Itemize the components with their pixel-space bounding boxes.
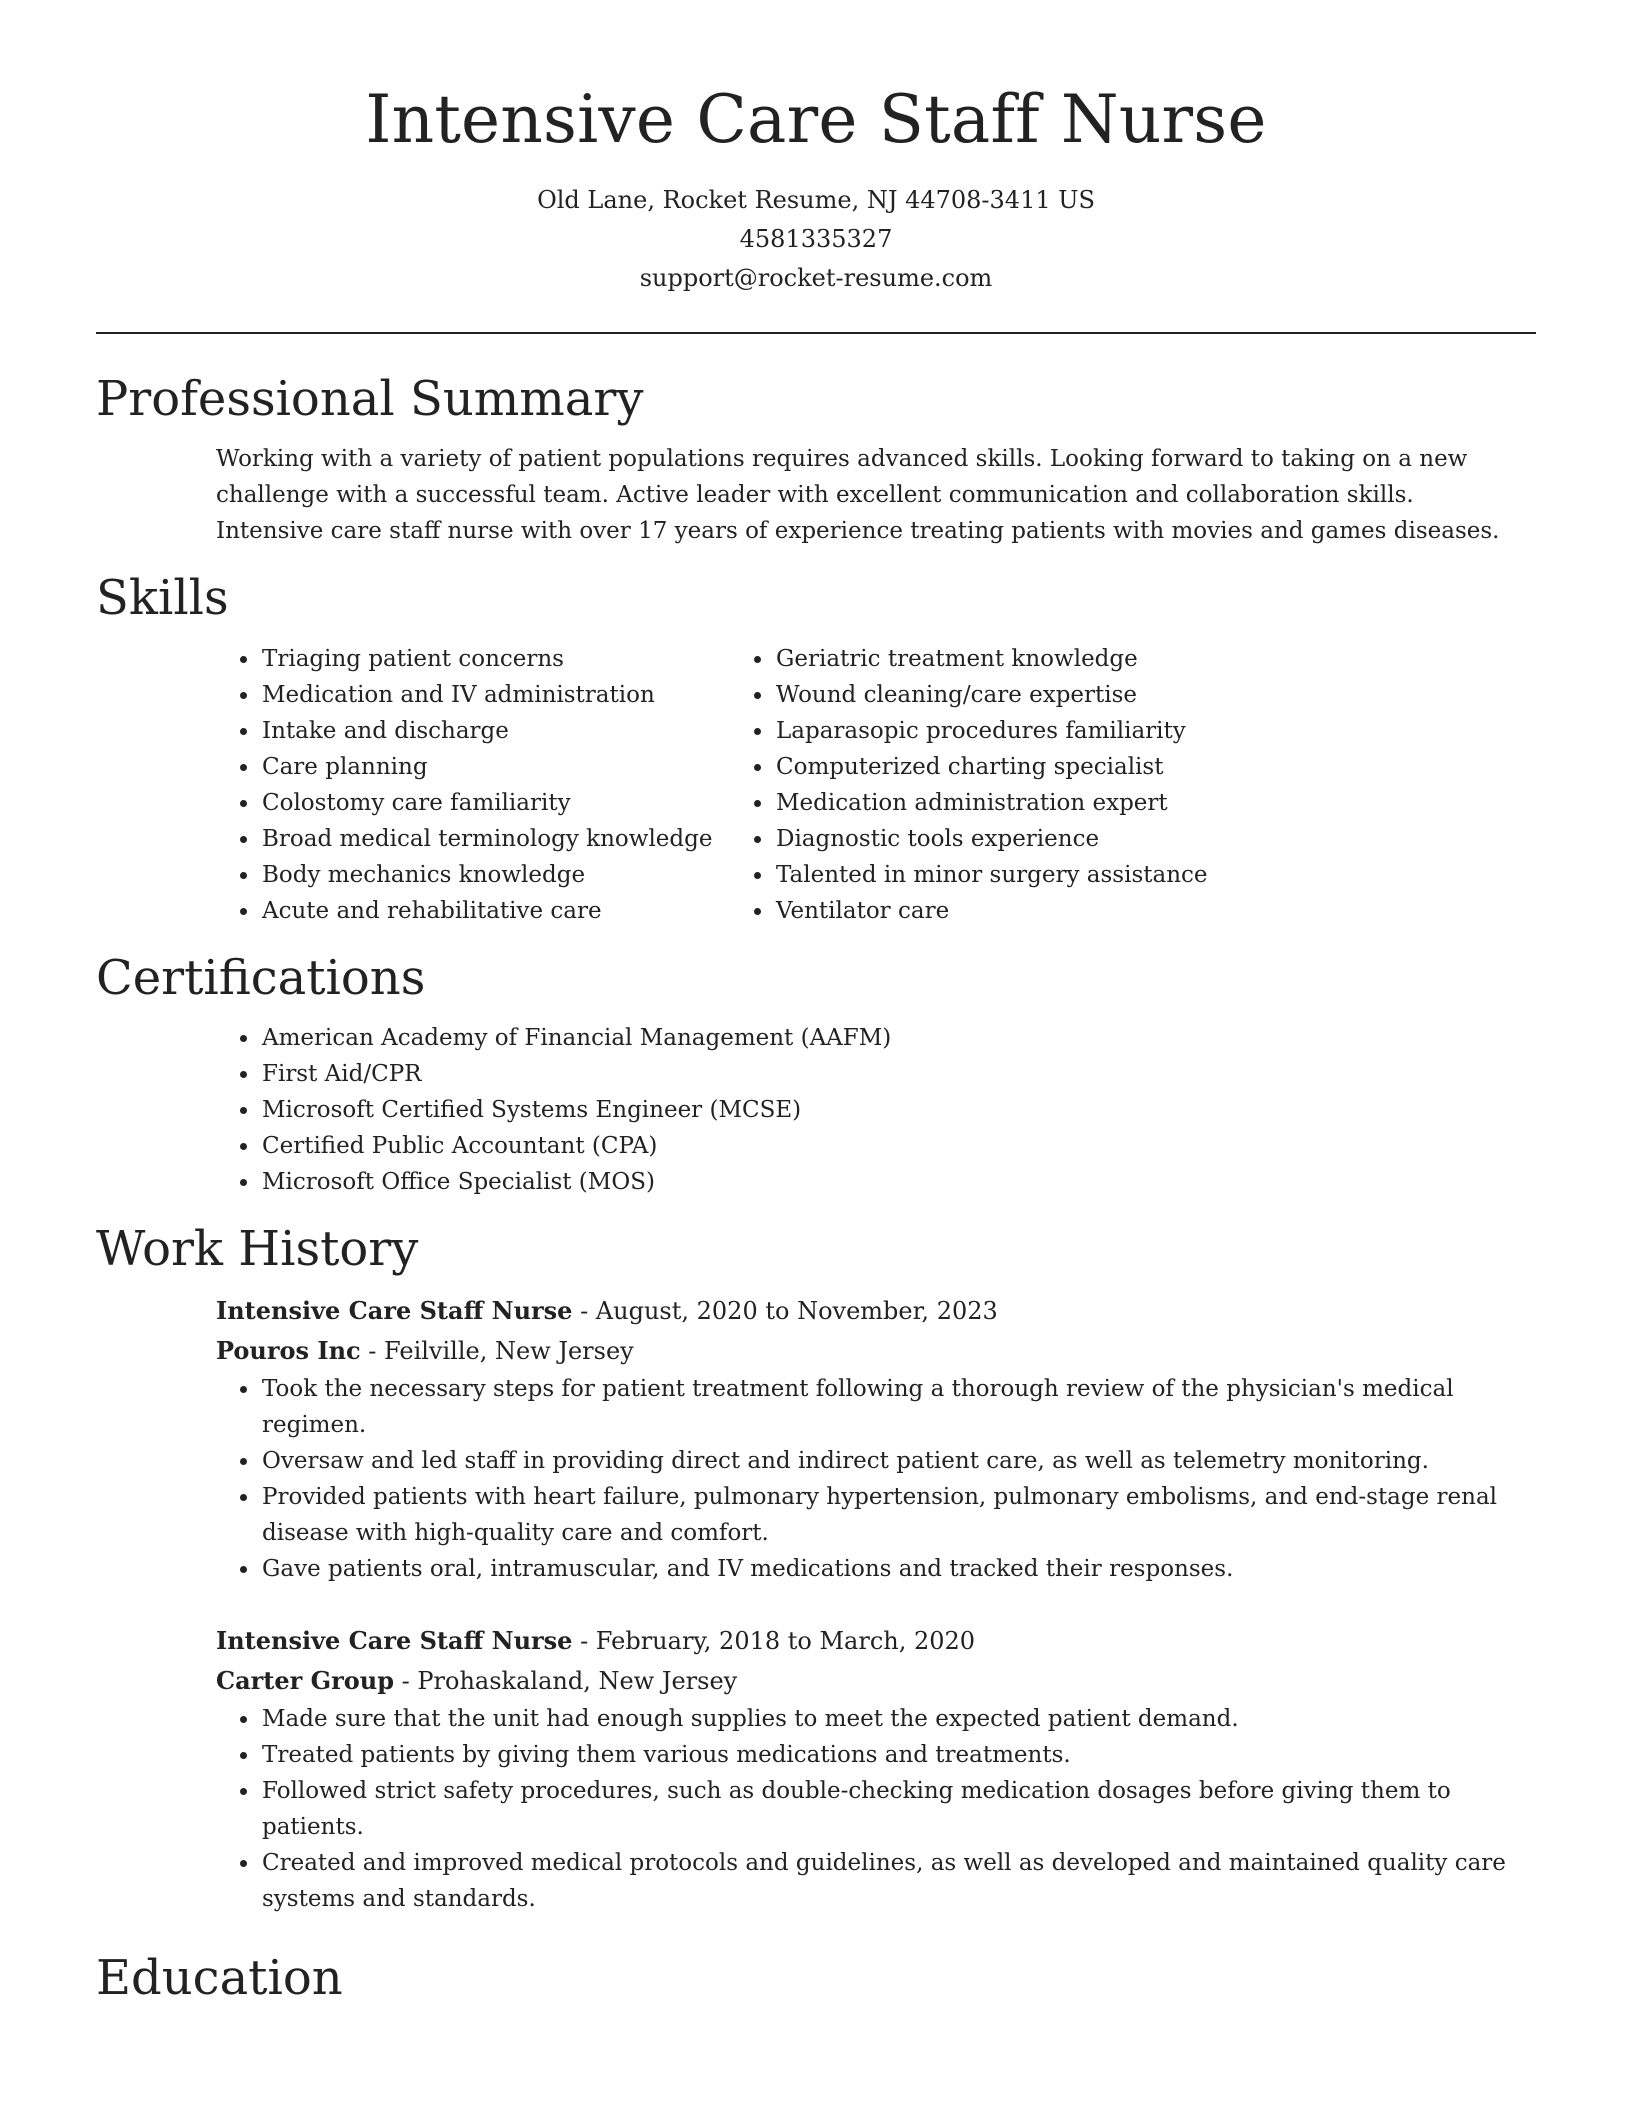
- header-divider: [96, 332, 1536, 334]
- job-duty-item: • Took the necessary steps for patient treatment following a thorough review of the physician's medical regimen.: [260, 1371, 1526, 1443]
- skills-section: [96, 571, 1536, 928]
- professional-summary-section: [96, 372, 1536, 549]
- job-company: Carter Group: [216, 1665, 395, 1695]
- skill-item: • Broad medical terminology knowledge: [260, 821, 746, 857]
- skill-item: • Ventilator care: [774, 893, 1536, 929]
- skills-list-left: [96, 641, 746, 929]
- certifications-section: [96, 951, 1536, 1200]
- skills-list-right: [746, 641, 1536, 929]
- certifications-list: [96, 1020, 1536, 1200]
- job-title-line: [96, 1621, 1536, 1661]
- skills-grid: [96, 641, 1536, 929]
- work-history-section: [96, 1222, 1536, 1917]
- resume-header: [96, 80, 1536, 298]
- section-title-skills: Skills: [96, 570, 229, 627]
- job-location: - Feilville, New Jersey: [360, 1336, 634, 1365]
- job-company-line: [96, 1661, 1536, 1701]
- certification-item: • Certified Public Accountant (CPA): [260, 1128, 1536, 1164]
- job-duty-item: • Created and improved medical protocols and guidelines, as well as developed and maintained quality care systems and standards.: [260, 1845, 1526, 1917]
- job-title: Intensive Care Staff Nurse: [216, 1295, 573, 1325]
- job-duty-item: • Provided patients with heart failure, pulmonary hypertension, pulmonary embolisms, and end-stage renal disease with high-quality care and comfort.: [260, 1479, 1526, 1551]
- certification-item: • Microsoft Certified Systems Engineer (MCSE): [260, 1092, 1536, 1128]
- section-title-certifications: Certifications: [96, 949, 426, 1006]
- skill-item: • Medication administration expert: [774, 785, 1536, 821]
- job-duty-item: • Followed strict safety procedures, such as double-checking medication dosages before giving them to patients.: [260, 1773, 1526, 1845]
- skill-item: • Computerized charting specialist: [774, 749, 1536, 785]
- skill-item: • Triaging patient concerns: [260, 641, 746, 677]
- job-title-line: [96, 1291, 1536, 1331]
- job-entry: [96, 1621, 1536, 1917]
- job-duties-list: [96, 1371, 1536, 1587]
- skill-item: • Intake and discharge: [260, 713, 746, 749]
- job-location: - Prohaskaland, New Jersey: [394, 1666, 738, 1695]
- contact-address: Old Lane, Rocket Resume, NJ 44708-3411 US: [537, 186, 1095, 215]
- certification-item: • Microsoft Office Specialist (MOS): [260, 1164, 1536, 1200]
- job-duty-item: • Made sure that the unit had enough supplies to meet the expected patient demand.: [260, 1701, 1526, 1737]
- contact-phone: 4581335327: [739, 225, 893, 254]
- skill-item: • Talented in minor surgery assistance: [774, 857, 1536, 893]
- certification-item: • American Academy of Financial Management (AAFM): [260, 1020, 1536, 1056]
- skill-item: • Care planning: [260, 749, 746, 785]
- section-title-work-history: Work History: [96, 1220, 419, 1277]
- job-company-line: [96, 1331, 1536, 1371]
- skill-item: • Laparasopic procedures familiarity: [774, 713, 1536, 749]
- summary-text: Working with a variety of patient populations requires advanced skills. Looking forward to taking on a new challenge with a successful team. Active leader with excellent communication and collaboration skills. Intensive care staff nurse with over 17 years of experience treating patients with movies and games diseases.: [216, 446, 1500, 545]
- section-title-summary: Professional Summary: [96, 371, 644, 428]
- job-duties-list: [96, 1701, 1536, 1917]
- job-entry: [96, 1291, 1536, 1587]
- certification-item: • First Aid/CPR: [260, 1056, 1536, 1092]
- skill-item: • Acute and rehabilitative care: [260, 893, 746, 929]
- candidate-name: Intensive Care Staff Nurse: [365, 81, 1267, 158]
- job-title: Intensive Care Staff Nurse: [216, 1625, 573, 1655]
- skill-item: • Diagnostic tools experience: [774, 821, 1536, 857]
- education-section: [96, 1951, 1536, 2006]
- job-duty-item: • Oversaw and led staff in providing direct and indirect patient care, as well as telemetry monitoring.: [260, 1443, 1526, 1479]
- skill-item: • Geriatric treatment knowledge: [774, 641, 1536, 677]
- contact-block: [96, 181, 1536, 298]
- job-company: Pouros Inc: [216, 1335, 361, 1365]
- skill-item: • Medication and IV administration: [260, 677, 746, 713]
- job-duty-item: • Gave patients oral, intramuscular, and IV medications and tracked their responses.: [260, 1551, 1526, 1587]
- skill-item: • Colostomy care familiarity: [260, 785, 746, 821]
- section-title-education: Education: [96, 1949, 343, 2006]
- job-dates: - February, 2018 to March, 2020: [572, 1626, 976, 1655]
- job-duty-item: • Treated patients by giving them various medications and treatments.: [260, 1737, 1526, 1773]
- job-dates: - August, 2020 to November, 2023: [572, 1296, 998, 1325]
- skill-item: • Wound cleaning/care expertise: [774, 677, 1536, 713]
- skill-item: • Body mechanics knowledge: [260, 857, 746, 893]
- contact-email: support@rocket-resume.com: [639, 264, 993, 293]
